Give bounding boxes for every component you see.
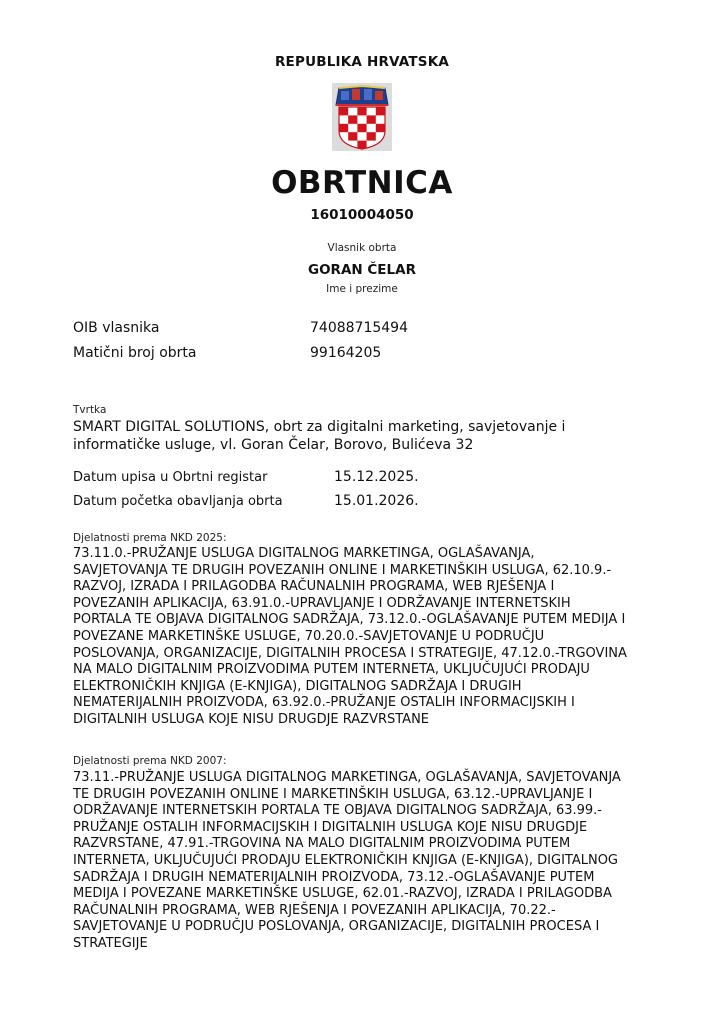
activity-line: POVEZANIH APLIKACIJA, 63.91.0.-UPRAVLJANJE I ODRŽAVANJE INTERNETSKIH (73, 595, 571, 611)
activity-line: PORTALA TE OBJAVA DIGITALNOG SADRŽAJA, 73.12.0.-OGLAŠAVANJE PUTEM MEDIJA I (73, 612, 626, 628)
registration-date-value: 15.12.2025. (334, 469, 419, 485)
start-date-label: Datum početka obavljanja obrta (73, 494, 283, 509)
activity-line: 73.11.0.-PRUŽANJE USLUGA DIGITALNOG MARKETINGA, OGLAŠAVANJA, (73, 546, 535, 561)
activity-line: NA MALO DIGITALNIM PROIZVODIMA PUTEM INTERNETA, UKLJUČUJUĆI PRODAJU (73, 662, 590, 678)
activity-line: RAČUNALNIH PROGRAMA, WEB RJEŠENJA I POVEZANIH APLIKACIJA, 70.22.- (73, 902, 556, 918)
activity-line: 73.11.-PRUŽANJE USLUGA DIGITALNOG MARKETINGA, OGLAŠAVANJA, SAVJETOVANJA (73, 770, 621, 785)
activity-line: NEMATERIJALNIH PROIZVODA, 63.92.0.-PRUŽANJE OSTALIH INFORMACIJSKIH I (73, 695, 575, 711)
nkd2007-caption: Djelatnosti prema NKD 2007: (73, 755, 227, 767)
activity-line: POSLOVANJA, ORGANIZACIJE, DIGITALNIH PROCESA I STRATEGIJE, 47.12.0.-TRGOVINA (73, 645, 627, 661)
nkd2025-activities (73, 546, 663, 729)
activity-line: PRUŽANJE OSTALIH INFORMACIJSKIH I DIGITALNIH USLUGA KOJE NISU DRUGDJE (73, 819, 588, 835)
oib-value: 74088715494 (310, 320, 408, 336)
registration-number: 16010004050 (310, 207, 414, 223)
owner-name-caption: Ime i prezime (326, 283, 398, 295)
start-date-value: 15.01.2026. (334, 493, 419, 509)
activity-line: RAZVRSTANE, 47.91.-TRGOVINA NA MALO DIGITALNIM PROIZVODIMA PUTEM (73, 836, 571, 852)
registration-date-label: Datum upisa u Obrtni registar (73, 470, 268, 485)
activity-line: DIGITALNIH USLUGA KOJE NISU DRUGDJE RAZVRSTANE (73, 711, 430, 727)
activity-line: RAZVOJ, IZRADA I PRILAGODBA RAČUNALNIH PROGRAMA, WEB RJEŠENJA I (73, 579, 555, 595)
activity-line: ODRŽAVANJE INTERNETSKIH PORTALA TE OBJAVA DIGITALNOG SADRŽAJA, 63.99.- (73, 803, 603, 819)
nkd2025-caption: Djelatnosti prema NKD 2025: (73, 532, 227, 544)
activity-line: TE DRUGIH POVEZANIH ONLINE I MARKETINŠKIH USLUGA, 63.12.-UPRAVLJANJE I (73, 786, 593, 802)
document-title: OBRTNICA (271, 165, 453, 201)
activity-line: SADRŽAJA I DRUGIH NEMATERIJALNIH PROIZVODA, 73.12.-OGLAŠAVANJE PUTEM (73, 869, 595, 885)
activity-line: SAVJETOVANJE U PODRUČJU POSLOVANJA, ORGANIZACIJE, DIGITALNIH PROCESA I (73, 919, 600, 935)
activity-line: SAVJETOVANJA TE DRUGIH POVEZANIH ONLINE I MARKETINŠKIH USLUGA, 62.10.9.- (73, 562, 612, 578)
owner-caption: Vlasnik obrta (327, 242, 397, 254)
activity-line: ELEKTRONIČKIH KNJIGA (E-KNJIGA), DIGITALNOG SADRŽAJA I DRUGIH (73, 678, 522, 694)
activity-line: MEDIJA I POVEZANE MARKETINŠKE USLUGE, 62.01.-RAZVOJ, IZRADA I PRILAGODBA (73, 886, 612, 902)
country-heading: REPUBLIKA HRVATSKA (274, 54, 450, 70)
registry-number-value: 99164205 (310, 345, 382, 361)
activity-line: INTERNETA, UKLJUČUJUĆI PRODAJU ELEKTRONIČKIH KNJIGA (E-KNJIGA), DIGITALNOG (73, 852, 619, 868)
activity-line: STRATEGIJE (73, 935, 148, 951)
owner-name: GORAN ČELAR (308, 262, 416, 278)
nkd2007-activities (73, 770, 663, 953)
croatian-coat-of-arms-icon (332, 83, 392, 151)
registry-number-label: Matični broj obrta (73, 345, 197, 361)
firm-name: SMART DIGITAL SOLUTIONS, obrt za digitalni marketing, savjetovanje i informatičke usluge, vl. Goran Čelar, Borovo, Bulićeva 32 (73, 419, 566, 453)
activity-line: POVEZANE MARKETINŠKE USLUGE, 70.20.0.-SAVJETOVANJE U PODRUČJU (73, 628, 545, 644)
firm-caption: Tvrtka (73, 404, 107, 416)
oib-label: OIB vlasnika (73, 320, 160, 336)
